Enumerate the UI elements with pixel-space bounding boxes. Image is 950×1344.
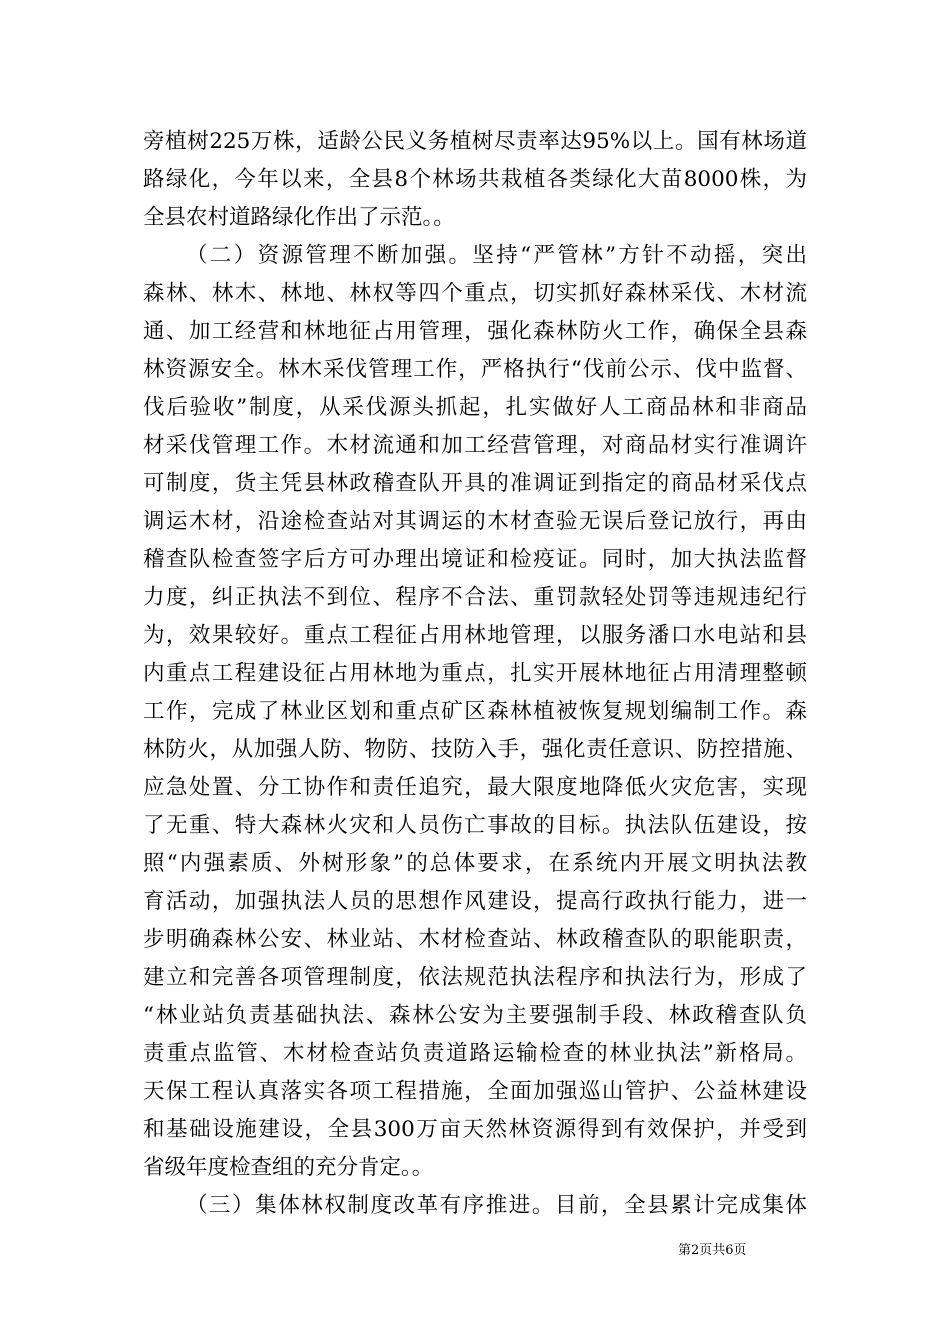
text-line-26: 天保工程认真落实各项工程措施，全面加强巡山管护、公益林建设 bbox=[143, 1079, 807, 1104]
text-line-16: 工作，完成了林业区划和重点矿区森林植被恢复规划编制工作。森 bbox=[143, 699, 807, 724]
text-line-7: 林资源安全。林木采伐管理工作，严格执行“伐前公示、伐中监督、 bbox=[143, 357, 807, 382]
text-line-18: 应急处置、分工协作和责任追究，最大限度地降低火灾危害，实现 bbox=[143, 775, 807, 800]
text-line-11: 调运木材，沿途检查站对其调运的木材查验无误后登记放行，再由 bbox=[143, 509, 807, 534]
text-line-10: 可制度，货主凭县林政稽查队开具的准调证到指定的商品材采伐点 bbox=[143, 471, 807, 496]
text-line-27: 和基础设施建设，全县300万亩天然林资源得到有效保护，并受到 bbox=[143, 1117, 807, 1142]
text-line-21: 育活动，加强执法人员的思想作风建设，提高行政执行能力，进一 bbox=[143, 889, 807, 914]
text-line-2: 路绿化，今年以来，全县8个林场共栽植各类绿化大苗8000株，为 bbox=[143, 167, 807, 192]
text-line-13: 力度，纠正执法不到位、程序不合法、重罚款轻处罚等违规违纪行 bbox=[143, 585, 807, 610]
text-line-20: 照“内强素质、外树形象”的总体要求，在系统内开展文明执法教 bbox=[143, 851, 807, 876]
text-line-19: 了无重、特大森林火灾和人员伤亡事故的目标。执法队伍建设，按 bbox=[143, 813, 807, 838]
text-line-9: 材采伐管理工作。木材流通和加工经营管理，对商品材实行准调许 bbox=[143, 433, 807, 458]
text-line-3: 全县农村道路绿化作出了示范。。 bbox=[143, 205, 455, 230]
paragraph-heading-2: （二）资源管理不断加强。坚持“严管林”方针不动摇，突出 bbox=[186, 243, 807, 268]
text-line-25: 责重点监管、木材检查站负责道路运输检查的林业执法”新格局。 bbox=[143, 1041, 807, 1066]
paragraph-heading-3: （三）集体林权制度改革有序推进。目前，全县累计完成集体 bbox=[186, 1193, 807, 1218]
text-line-23: 建立和完善各项管理制度，依法规范执法程序和执法行为，形成了 bbox=[143, 965, 807, 990]
text-line-24: “林业站负责基础执法、森林公安为主要强制手段、林政稽查队负 bbox=[143, 1003, 807, 1028]
text-line-8: 伐后验收”制度，从采伐源头抓起，扎实做好人工商品林和非商品 bbox=[143, 395, 807, 420]
text-line-15: 内重点工程建设征占用林地为重点，扎实开展林地征占用清理整顿 bbox=[143, 661, 807, 686]
text-line-6: 通、加工经营和林地征占用管理，强化森林防火工作，确保全县森 bbox=[143, 319, 807, 344]
text-line-22: 步明确森林公安、林业站、木材检查站、林政稽查队的职能职责， bbox=[143, 927, 807, 952]
text-line-14: 为，效果较好。重点工程征占用林地管理，以服务潘口水电站和县 bbox=[143, 623, 807, 648]
page-number-footer: 第2页共6页 bbox=[678, 1243, 747, 1258]
text-line-1: 旁植树225万株，适龄公民义务植树尽责率达95%以上。国有林场道 bbox=[143, 129, 807, 154]
text-line-5: 森林、林木、林地、林权等四个重点，切实抓好森林采伐、木材流 bbox=[143, 281, 807, 306]
text-line-17: 林防火，从加强人防、物防、技防入手，强化责任意识、防控措施、 bbox=[143, 737, 807, 762]
text-line-28: 省级年度检查组的充分肯定。。 bbox=[143, 1155, 434, 1180]
text-line-12: 稽查队检查签字后方可办理出境证和检疫证。同时，加大执法监督 bbox=[143, 547, 807, 572]
